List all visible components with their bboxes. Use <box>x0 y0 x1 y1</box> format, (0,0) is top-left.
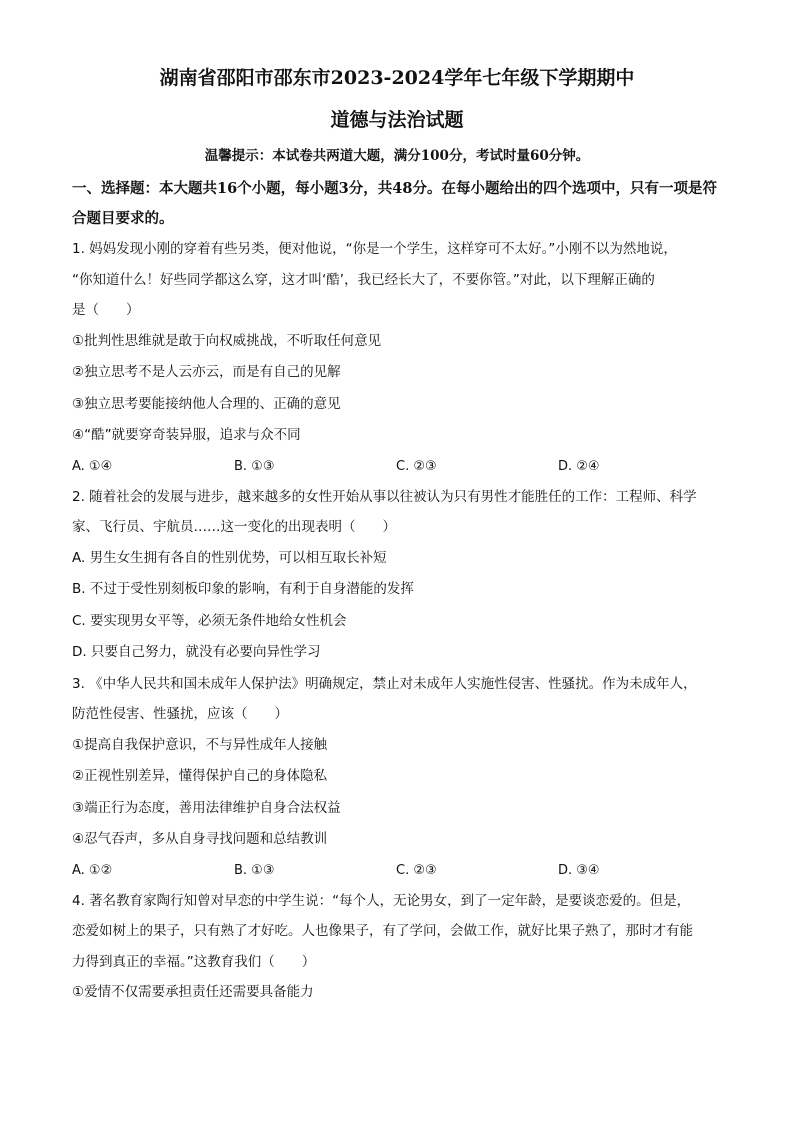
statement: ②正视性别差异，懂得保护自己的身体隐私 <box>72 768 328 784</box>
choice-b: B. 不过于受性别刻板印象的影响，有利于自身潜能的发挥 <box>72 581 414 597</box>
section-heading: 一、选择题：本大题共16个小题，每小题3分，共48分。在每小题给出的四个选项中，只有一项是符合题目要求的。 <box>72 180 717 227</box>
statement: ①爱情不仅需要承担责任还需要具备能力 <box>72 984 314 1000</box>
option-b: B. ①③ <box>234 458 275 474</box>
answer-options <box>72 856 722 886</box>
exam-notice: 温馨提示：本试卷共两道大题，满分100分，考试时量60分钟。 <box>204 148 590 164</box>
question-3 <box>72 669 722 886</box>
choice-a: A. 男生女生拥有各自的性别优势，可以相互取长补短 <box>72 549 387 566</box>
option-b: B. ①③ <box>234 862 275 878</box>
question-stem-line: 1. 妈妈发现小刚的穿着有些另类，便对他说，“你是一个学生，这样穿可不太好。”小刚不以为然地说， <box>72 241 677 257</box>
statement: ③端正行为态度，善用法律维护自身合法权益 <box>72 799 341 816</box>
question-4 <box>72 886 722 1009</box>
option-a: A. ①② <box>72 862 113 878</box>
choice-d: D. 只要自己努力，就没有必要向异性学习 <box>72 644 321 660</box>
exam-subject: 道德与法治试题 <box>330 109 464 131</box>
question-stem-line: 是（ ） <box>72 302 140 318</box>
question-1 <box>72 234 722 482</box>
exam-title: 湖南省邵阳市邵东市2023-2024学年七年级下学期期中 <box>159 67 635 89</box>
option-d: D. ③④ <box>558 862 600 878</box>
question-stem-line: 2. 随着社会的发展与进步，越来越多的女性开始从事以往被认为只有男性才能胜任的工作：工程师、科学 <box>72 488 697 505</box>
question-stem-line: 家、飞行员、宇航员……这一变化的出现表明（ ） <box>72 519 396 535</box>
question-stem-line: 恋爱如树上的果子，只有熟了才好吃。人也像果子，有了学问，会做工作，就好比果子熟了，那时才有能 <box>72 923 693 939</box>
option-a: A. ①④ <box>72 458 113 474</box>
question-stem-line: “你知道什么！好些同学都这么穿，这才叫‘酷’，我已经长大了，不要你管。”对此，以下理解正确的 <box>72 271 655 288</box>
question-stem-line: 防范性侵害、性骚扰，应该（ ） <box>72 706 288 722</box>
question-stem-line: 4. 著名教育家陶行知曾对早恋的中学生说：“每个人，无论男女，到了一定年龄，是要谈恋爱的。但是， <box>72 892 691 909</box>
statement: ①提高自我保护意识，不与异性成年人接触 <box>72 736 328 753</box>
statement: ④“酷”就要穿奇装异服，追求与众不同 <box>72 427 301 443</box>
statement: ④忍气吞声，多从自身寻找问题和总结教训 <box>72 831 328 847</box>
answer-options <box>72 452 722 482</box>
question-stem-line: 力得到真正的幸福。”这教育我们（ ） <box>72 953 316 970</box>
statement: ②独立思考不是人云亦云，而是有自己的见解 <box>72 364 341 380</box>
choice-c: C. 要实现男女平等，必须无条件地给女性机会 <box>72 612 347 629</box>
option-d: D. ②④ <box>558 458 600 474</box>
option-c: C. ②③ <box>396 862 437 878</box>
question-2 <box>72 482 722 669</box>
option-c: C. ②③ <box>396 458 437 474</box>
statement: ③独立思考要能接纳他人合理的、正确的意见 <box>72 395 341 412</box>
question-stem-line: 3. 《中华人民共和国未成年人保护法》明确规定，禁止对未成年人实施性侵害、性骚扰。作为未成年人， <box>72 675 697 692</box>
statement: ①批判性思维就是敢于向权威挑战，不听取任何意见 <box>72 332 382 349</box>
